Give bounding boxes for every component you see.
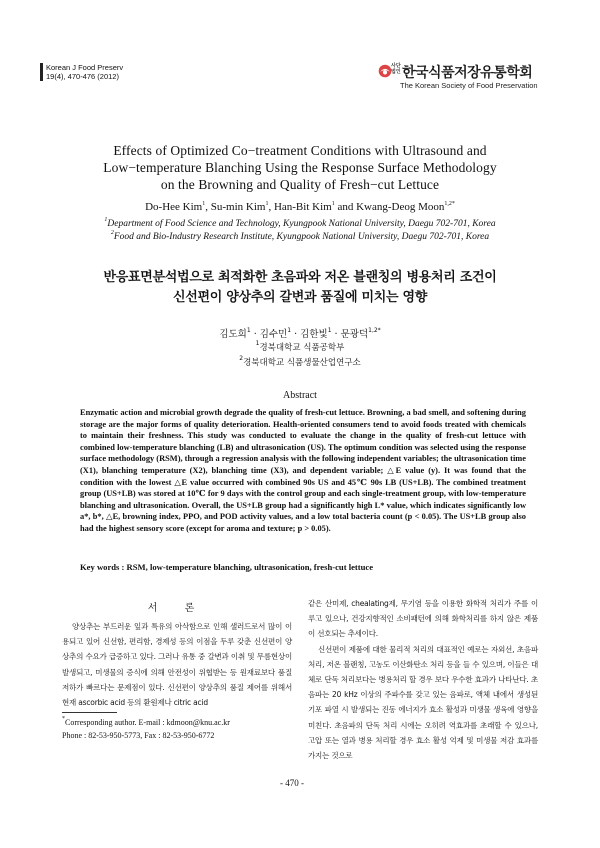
society-prefix: 사단 법인 [391,63,401,75]
intro-paragraph-3: 신선편이 제품에 대한 물리적 처리의 대표적인 예로는 자외선, 초음파 처리, 저온 블랜칭, 고농도 이산화탄소 처리 등을 들 수 있으며, 이들은 대체로 단독 처리보다는 병용처리 할 경우 보다 우수한 효과가 나타난다. 초음파는 20 kHz 이상의 주파수를 갖고 있는 음파로, 액체 내에서 생성된 기포 파열 시 발생되는 진동 에너지가 효소 활성과 미생물 생육에 영향을 미친다. 초음파의 단독 처리 시에는 오히려 역효과를 초래할 수 있으나, 고압 또는 열과 병용 처리할 경우 효소 활성 억제 및 미생물 저감 효과를 가지는 것으로 [308,644,538,761]
intro-paragraph-1: 양상추는 부드러운 잎과 특유의 아삭함으로 인해 샐러드로서 많이 이용되고 있어 신선함, 편리함, 경제성 등의 이점을 두루 갖춘 신선편이 양상추의 수요가 급증하고 있다. 그러나 유통 중 갈변과 이취 및 무름현상이 발생되고, 미생물의 증식에 의해 안전성이 위협받는 등 원재료보다 품질 저하가 빠르다는 문제점이 있다. 신선편이 양상추의 품질 제어를 위해서 현재 ascorbic acid 등의 환원제나 citric acid [62,622,292,708]
keywords: Key words : RSM, low-temperature blanching, ultrasonication, fresh-cut lettuce [80,562,374,572]
journal-citation [40,63,123,81]
intro-paragraph-2: 같은 산미제, chealating제, 무기염 등을 이용한 화학적 처리가 주를 이루고 있으나, 건강지향적인 소비패턴에 의해 화학처리를 하지 않은 제품이 선호되는 추세이다. [308,599,538,639]
society-logo-icon [378,64,392,78]
affiliation-1: $^1$Department of Food Science and Technology, Kyungpook National University, Daegu 702-701, Korea [104,217,496,229]
author-list-en: Do-Hee Kim$^1$, Su-min Kim$^1$, Han-Bit Kim$^1$ and Kwang-Deog Moon$^{1,2*}$ [145,201,455,213]
intro-right-column [308,596,538,763]
society-name-en: The Korean Society of Food Preservation [400,81,538,90]
article-title-kr: 반응표면분석법으로 최적화한 초음파와 저온 블랜칭의 병용처리 조건이 신선편이 양상추의 갈변과 품질에 미치는 영향 [103,270,497,305]
author-list-kr: 김도희$^1$ · 김수민$^1$ · 김한빛$^1$ · 문광덕$^{1,2*}$ [219,327,381,340]
affiliation-kr-2: $^2$경북대학교 식품생물산업연구소 [239,355,361,368]
footnote-divider [62,712,117,713]
section-heading-introduction: 서 론 [147,603,207,614]
journal-name: Korean J Food Preserv [46,63,124,72]
affiliation-kr-1: $^1$경북대학교 식품공학부 [255,340,345,353]
intro-left-column [62,619,292,710]
society-header [352,60,562,94]
affiliation-2: $^2$Food and Bio-Industry Research Institute, Kyungpook National University, Daegu 702-701, Korea [110,230,490,242]
article-title-en: Effects of Optimized Co−treatment Conditions with Ultrasound and Low−temperature Blanching Using the Response Surface Methodology on the Browning and Quality of Fresh−cut Lettuce [103,143,497,192]
abstract-heading: Abstract [283,390,317,401]
journal-volume: 19(4), 470-476 (2012) [46,72,119,81]
correspondence-footnote: *Corresponding author. E-mail : kdmoon@knu.ac.kr Phone : 82-53-950-5773, Fax : 82-53-950-6772 [62,716,230,740]
society-name-kr: 한국식품저장유통학회 [402,65,533,81]
page-number: - 470 - [280,778,304,788]
abstract-body: Enzymatic action and microbial growth degrade the quality of fresh-cut lettuce. Browning, a bad smell, and softening during storage are the major forms of quality deterioration. Health-oriented consumers tend to avoid foods treated with chemicals to maintain their freshness. This study was conducted to evaluate the change in the quality of fresh-cut lettuce with combined low-temperature blanching (LB) and ultrasonication (US). The optimum condition was selected using the response surface methodology (RSM), through a regression analysis with the following independent variables; the ultrasonication time (X1), blanching temperature (X2), blanching time (X3), and dependent variable; △E value (y). It was found that the condition with the lowest △E value occurred with combined 90s US and 45℃ 90s LB (US+LB). The combined treatment group (US+LB) was stored at 10℃ for 9 days with the control group and each single-treatment group, with low-temperature blanching and ultrasonication. Overall, the US+LB group had a significantly high L* value, which indicates significantly low a*, b*, △E, browning index, PPO, and POD activity values, and a low total bacteria count (p < 0.05). The US+LB group also had the highest sensory score (except for aroma and texture; p > 0.05). [80,408,526,533]
